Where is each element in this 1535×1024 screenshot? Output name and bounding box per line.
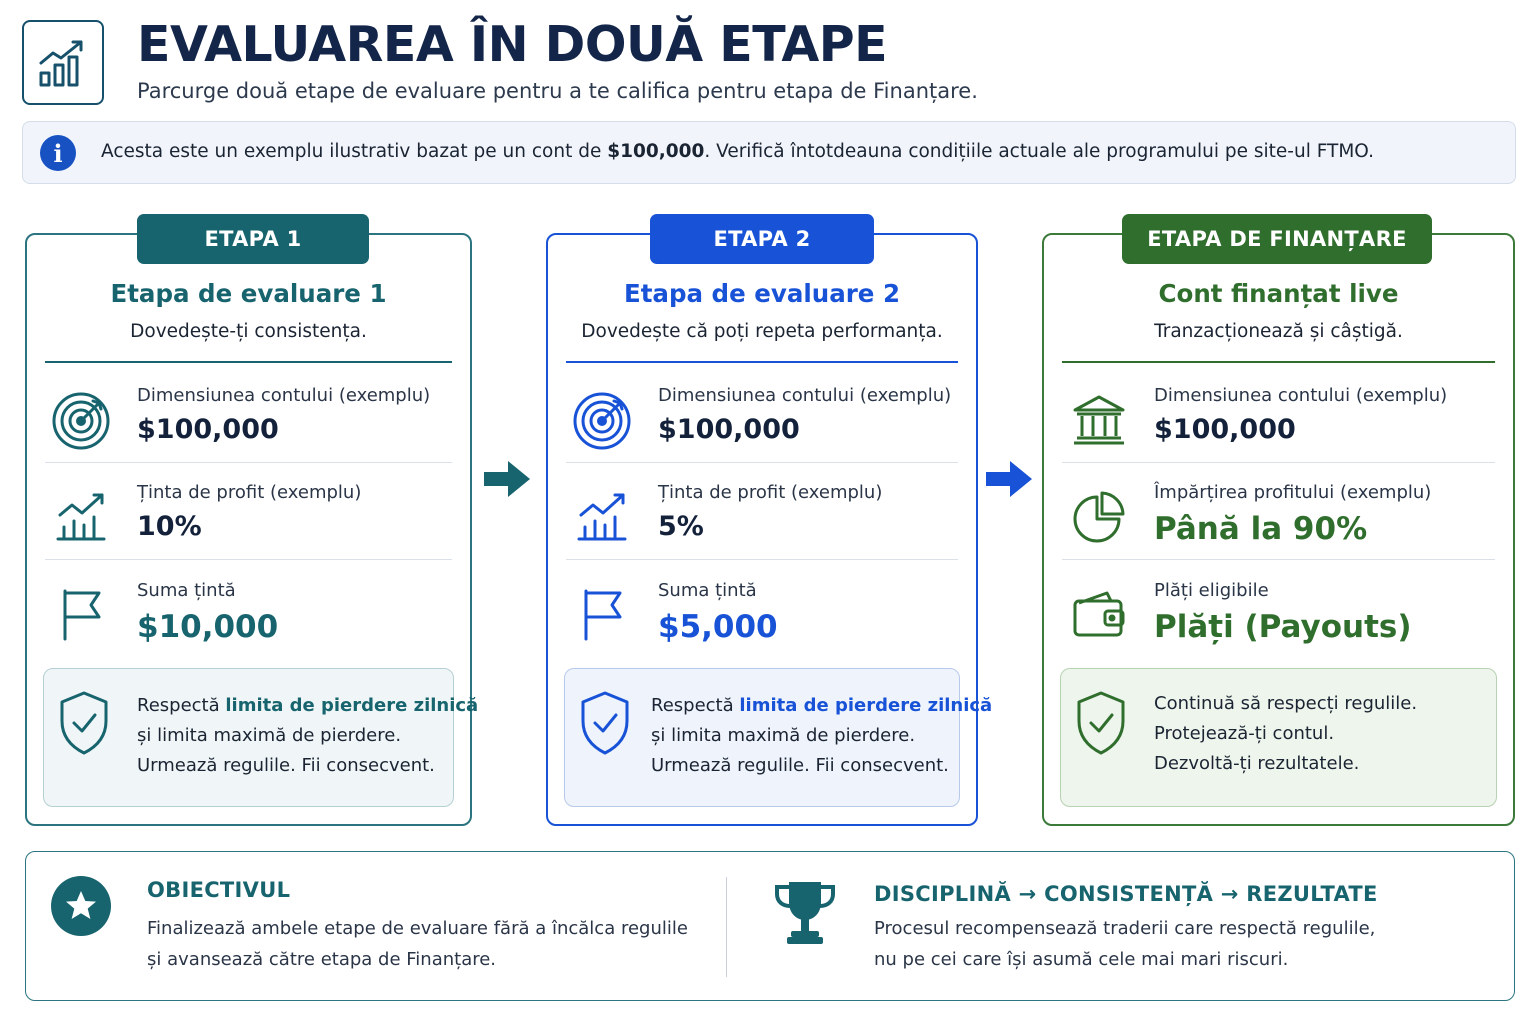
stage-1-target-amount	[27, 580, 470, 670]
shield-check-icon	[1073, 689, 1129, 759]
row-divider	[1062, 462, 1495, 463]
discipline-heading: DISCIPLINĂ → CONSISTENȚĂ → REZULTATE	[874, 882, 1378, 906]
wallet-icon	[1066, 582, 1132, 648]
funded-subtitle: Tranzacționează și câștigă.	[1154, 321, 1403, 342]
arrow-right-icon	[484, 459, 532, 499]
vertical-divider	[726, 877, 727, 977]
row-divider	[1062, 559, 1495, 560]
trophy-icon	[771, 878, 839, 948]
item-label: Suma țintă	[658, 580, 757, 601]
item-label: Ținta de profit (exemplu)	[137, 482, 362, 503]
funded-title: Cont finanțat live	[1158, 279, 1399, 308]
growth-bars-icon	[49, 484, 115, 550]
page-title: EVALUAREA ÎN DOUĂ ETAPE	[137, 16, 888, 73]
stage-1-title: Etapa de evaluare 1	[110, 279, 387, 308]
item-value: $100,000	[137, 414, 279, 445]
flag-icon	[49, 582, 115, 648]
stage-2-subtitle: Dovedește că poți repeta performanța.	[581, 321, 943, 342]
item-label: Dimensiunea contului (exemplu)	[658, 385, 952, 406]
stage-2-tab: ETAPA 2	[650, 214, 874, 264]
stage-1-subtitle: Dovedește-ți consistența.	[130, 321, 367, 342]
funded-rules-note: Continuă să respecți regulile. Protejează-ți contul. Dezvoltă-ți rezultatele.	[1060, 668, 1497, 807]
item-label: Dimensiunea contului (exemplu)	[1154, 385, 1448, 406]
info-highlight: $100,000	[607, 141, 705, 162]
funded-payouts	[1044, 580, 1513, 670]
stage-1-rules-note: Respectă limita de pierdere zilnică și limita maximă de pierdere. Urmează regulile. Fii consecvent.	[43, 668, 454, 807]
bottom-panel	[25, 851, 1515, 1001]
info-banner	[22, 121, 1516, 184]
arrow-right-icon	[986, 459, 1034, 499]
flag-icon	[570, 582, 636, 648]
divider	[566, 361, 958, 363]
row-divider	[566, 462, 958, 463]
divider	[1062, 361, 1495, 363]
stage-1-tab: ETAPA 1	[137, 214, 369, 264]
item-value: 10%	[137, 511, 202, 542]
stage-2-title: Etapa de evaluare 2	[623, 279, 901, 308]
stage-2-rules-note: Respectă limita de pierdere zilnică și limita maximă de pierdere. Urmează regulile. Fii consecvent.	[564, 668, 960, 807]
item-value: 5%	[658, 511, 704, 542]
item-value: Plăți (Payouts)	[1154, 609, 1412, 645]
stage-2-card	[546, 227, 993, 826]
discipline-text: Procesul recompensează traderii care respectă regulile, nu pe cei care își asumă cele mai mari riscuri.	[874, 918, 1376, 970]
target-icon	[49, 387, 115, 453]
row-divider	[566, 559, 958, 560]
item-value: $5,000	[658, 609, 778, 645]
note-highlight: limita de pierdere zilnică	[225, 695, 479, 716]
objective-text: Finalizează ambele etape de evaluare fără a încălca regulile și avansează către etapa de Finanțare.	[147, 918, 688, 970]
info-text: Acesta este un exemplu ilustrativ bazat pe un cont de $100,000. Verifică întotdeauna condițiile actuale ale programului pe site-ul FTMO.	[101, 141, 1375, 162]
stage-1-card	[25, 227, 479, 826]
item-label: Ținta de profit (exemplu)	[658, 482, 883, 503]
item-label: Suma țintă	[137, 580, 236, 601]
header-chart-icon	[22, 20, 104, 105]
objective-heading: OBIECTIVUL	[147, 878, 291, 902]
item-label: Dimensiunea contului (exemplu)	[137, 385, 431, 406]
target-icon	[570, 387, 636, 453]
growth-bars-icon	[570, 484, 636, 550]
row-divider	[45, 462, 452, 463]
funded-tab: ETAPA DE FINANȚARE	[1122, 214, 1432, 264]
divider	[45, 361, 452, 363]
funded-card	[1042, 227, 1515, 826]
shield-check-icon	[56, 689, 112, 759]
note-highlight: limita de pierdere zilnică	[739, 695, 993, 716]
info-icon: i	[40, 135, 76, 171]
bank-icon	[1066, 387, 1132, 453]
item-value: $100,000	[658, 414, 800, 445]
item-label: Împărțirea profitului (exemplu)	[1154, 482, 1432, 503]
row-divider	[45, 559, 452, 560]
item-value: $10,000	[137, 609, 279, 645]
stage-2-target-amount	[548, 580, 976, 670]
page-subtitle: Parcurge două etape de evaluare pentru a te califica pentru etapa de Finanțare.	[137, 79, 978, 103]
item-value: $100,000	[1154, 414, 1296, 445]
item-value: Până la 90%	[1154, 511, 1368, 547]
star-icon	[51, 876, 111, 936]
pie-chart-icon	[1066, 484, 1132, 550]
item-label: Plăți eligibile	[1154, 580, 1269, 601]
shield-check-icon	[577, 689, 633, 759]
